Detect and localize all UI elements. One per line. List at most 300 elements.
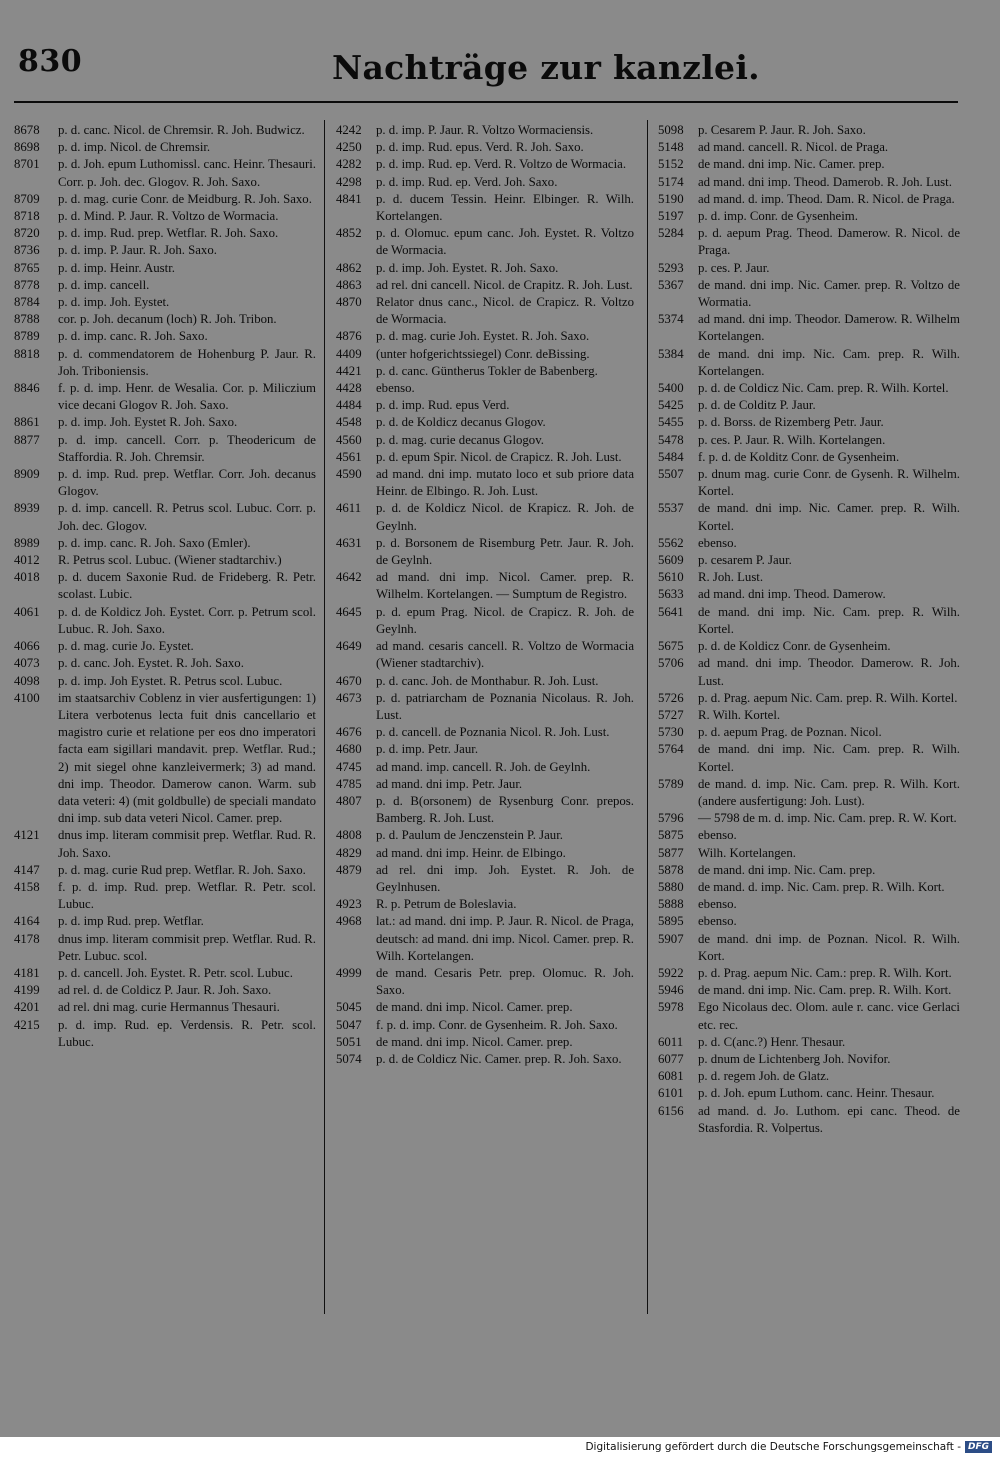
register-entry bbox=[658, 260, 960, 277]
register-entry bbox=[14, 673, 316, 690]
entry-text: ad mand. dni imp. Theod. Damerow. bbox=[698, 587, 886, 602]
register-entry bbox=[14, 552, 316, 569]
register-entry bbox=[14, 1017, 316, 1051]
entry-text: p. cesarem P. Jaur. bbox=[698, 553, 792, 568]
entry-number: 6077 bbox=[658, 1051, 684, 1066]
entry-number: 5455 bbox=[658, 415, 684, 430]
entry-number: 4250 bbox=[336, 140, 362, 155]
entry-text: p. d. canc. Joh. de Monthabur. R. Joh. Lust. bbox=[376, 673, 599, 688]
entry-text: ad mand. imp. cancell. R. Joh. de Geylnh. bbox=[376, 759, 591, 774]
register-entry bbox=[14, 862, 316, 879]
register-entry bbox=[658, 724, 960, 741]
register-entry bbox=[14, 122, 316, 139]
entry-number: 5047 bbox=[336, 1017, 362, 1032]
entry-number: 8736 bbox=[14, 243, 40, 258]
entry-number: 4645 bbox=[336, 604, 362, 619]
entry-text: Relator dnus canc., Nicol. de Crapicz. R. Voltzo de Wormacia. bbox=[376, 295, 634, 327]
entry-text: f. p. d. imp. Conr. de Gysenheim. R. Joh. Saxo. bbox=[376, 1017, 618, 1032]
register-entry bbox=[336, 845, 634, 862]
entry-number: 5400 bbox=[658, 381, 684, 396]
entry-text: ebenso. bbox=[376, 381, 415, 396]
register-entry bbox=[336, 569, 634, 603]
entry-text: p. d. canc. Nicol. de Chremsir. R. Joh. Budwicz. bbox=[58, 123, 305, 137]
entry-text: p. d. cancell. de Poznania Nicol. R. Joh. Lust. bbox=[376, 725, 610, 740]
register-entry bbox=[336, 862, 634, 896]
entry-text: p. d. Olomuc. epum canc. Joh. Eystet. R. Voltzo de Wormacia. bbox=[376, 226, 634, 258]
entry-number: 5978 bbox=[658, 1000, 684, 1015]
entry-number: 4642 bbox=[336, 570, 362, 585]
register-entry bbox=[14, 879, 316, 913]
register-entry bbox=[658, 776, 960, 810]
register-entry bbox=[658, 535, 960, 552]
entry-text: p. d. mag. curie decanus Glogov. bbox=[376, 432, 544, 447]
register-entry bbox=[658, 311, 960, 345]
register-entry bbox=[658, 655, 960, 689]
register-entry bbox=[658, 569, 960, 586]
register-entry bbox=[658, 827, 960, 844]
register-entry bbox=[14, 535, 316, 552]
register-entry bbox=[336, 690, 634, 724]
entry-number: 4282 bbox=[336, 157, 362, 172]
entry-text: p. d. Prag. aepum Nic. Cam. prep. R. Wilh. Kortel. bbox=[698, 690, 958, 705]
entry-text: p. d. de Koldicz Nicol. de Krapicz. R. Joh. de Geylnh. bbox=[376, 501, 634, 533]
register-entry bbox=[14, 913, 316, 930]
column-divider bbox=[647, 120, 648, 1314]
entry-text: R. p. Petrum de Boleslavia. bbox=[376, 897, 517, 912]
register-entry bbox=[336, 139, 634, 156]
entry-text: p. d. Paulum de Jenczenstein P. Jaur. bbox=[376, 828, 563, 843]
entry-number: 8720 bbox=[14, 226, 40, 241]
register-entry bbox=[336, 294, 634, 328]
entry-text: p. d. Prag. aepum Nic. Cam.: prep. R. Wilh. Kort. bbox=[698, 965, 952, 980]
register-entry bbox=[14, 242, 316, 259]
entry-number: 5367 bbox=[658, 277, 684, 292]
entry-text: p. d. imp. canc. R. Joh. Saxo (Emler). bbox=[58, 535, 251, 550]
entry-text: p. d. Joh. epum Luthomissl. canc. Heinr. Thesauri. Corr. p. Joh. dec. Glogov. R. Joh. Saxo. bbox=[58, 157, 316, 189]
entry-text: p. d. epum Prag. Nicol. de Crapicz. R. Joh. de Geylnh. bbox=[376, 604, 634, 636]
entry-number: 4923 bbox=[336, 897, 362, 912]
register-entry bbox=[336, 913, 634, 965]
entry-text: p. d. ducem Tessin. Heinr. Elbinger. R. Wilh. Kortelangen. bbox=[376, 191, 634, 224]
entry-number: 8818 bbox=[14, 346, 40, 361]
register-entry bbox=[14, 569, 316, 603]
entry-number: 6081 bbox=[658, 1069, 684, 1084]
entry-number: 5425 bbox=[658, 398, 684, 413]
entry-number: 4680 bbox=[336, 742, 362, 757]
entry-number: 5609 bbox=[658, 553, 684, 568]
entry-number: 8788 bbox=[14, 312, 40, 327]
entry-text: p. dnum mag. curie Conr. de Gysenh. R. Wilhelm. Kortel. bbox=[698, 467, 960, 499]
register-entry bbox=[336, 604, 634, 638]
register-entry bbox=[658, 707, 960, 724]
entry-number: 4561 bbox=[336, 449, 362, 464]
entry-text: ad mand. dni imp. Nicol. Camer. prep. R. Wilhelm. Kortelangen. — Sumptum de Registro. bbox=[376, 570, 634, 602]
entry-number: 5197 bbox=[658, 209, 684, 224]
register-entry bbox=[14, 965, 316, 982]
entry-text: ad mand. dni imp. mutato loco et sub priore data Heinr. de Elbingo. R. Joh. Lust. bbox=[376, 467, 634, 499]
entry-text: p. d. de Koldicz Joh. Eystet. Corr. p. Petrum scol. Lubuc. R. Joh. Saxo. bbox=[58, 604, 316, 636]
entry-number: 5895 bbox=[658, 914, 684, 929]
entry-text: p. d. imp. Petr. Jaur. bbox=[376, 742, 479, 757]
register-entry bbox=[658, 586, 960, 603]
entry-text: p. d. commendatorem de Hohenburg P. Jaur. R. Joh. Triboniensis. bbox=[58, 346, 316, 378]
entry-number: 5764 bbox=[658, 742, 684, 757]
entry-number: 4879 bbox=[336, 862, 362, 877]
register-entry bbox=[658, 432, 960, 449]
entry-number: 6101 bbox=[658, 1086, 684, 1101]
entry-text: de mand. dni imp. Nic. Cam. prep. R. Wilh. Kortelangen. bbox=[698, 346, 960, 378]
entry-text: p. ces. P. Jaur. R. Wilh. Kortelangen. bbox=[698, 432, 886, 447]
register-entry bbox=[658, 913, 960, 930]
entry-number: 4298 bbox=[336, 174, 362, 189]
entry-text: cor. p. Joh. decanum (loch) R. Joh. Tribon. bbox=[58, 312, 277, 327]
entry-number: 5051 bbox=[336, 1034, 362, 1049]
entry-text: p. d. de Coldicz Nic. Camer. prep. R. Joh. Saxo. bbox=[376, 1051, 622, 1066]
register-entry bbox=[14, 277, 316, 294]
entry-text: de mand. dni imp. Nicol. Camer. prep. bbox=[376, 1034, 573, 1049]
entry-text: ad mand. dni imp. Theodor. Damerow. R. Wilhelm Kortelangen. bbox=[698, 312, 960, 344]
header-rule bbox=[14, 101, 958, 103]
register-entry bbox=[658, 896, 960, 913]
register-entry bbox=[658, 1068, 960, 1085]
entry-text: p. ces. P. Jaur. bbox=[698, 260, 770, 275]
entry-text: p. d. imp. Nicol. de Chremsir. bbox=[58, 140, 211, 155]
register-entry bbox=[336, 380, 634, 397]
entry-number: 4870 bbox=[336, 295, 362, 310]
register-entry bbox=[336, 466, 634, 500]
entry-text: p. d. imp. cancell. Corr. p. Theodericum de Staffordia. R. Joh. Chremsir. bbox=[58, 432, 316, 464]
entry-text: ebenso. bbox=[698, 914, 737, 929]
entry-number: 4670 bbox=[336, 673, 362, 688]
entry-text: p. d. imp. cancell. R. Petrus scol. Lubuc. Corr. p. Joh. dec. Glogov. bbox=[58, 501, 316, 533]
register-entry bbox=[658, 1034, 960, 1051]
register-entry bbox=[336, 759, 634, 776]
register-entry bbox=[336, 1034, 634, 1051]
entry-number: 4807 bbox=[336, 793, 362, 808]
entry-text: p. d. patriarcham de Poznania Nicolaus. R. Joh. Lust. bbox=[376, 690, 634, 722]
entry-text: p. d. imp. canc. R. Joh. Saxo. bbox=[58, 329, 208, 344]
entry-text: de mand. dni imp. Nic. Cam. prep. bbox=[698, 862, 876, 877]
entry-text: ad rel. dni cancell. Nicol. de Crapitz. R. Joh. Lust. bbox=[376, 277, 633, 292]
register-entry bbox=[658, 466, 960, 500]
register-entry bbox=[336, 363, 634, 380]
register-entry bbox=[14, 931, 316, 965]
register-entry bbox=[658, 156, 960, 173]
column-2 bbox=[336, 122, 634, 1314]
register-entry bbox=[336, 965, 634, 999]
entry-text: ebenso. bbox=[698, 535, 737, 550]
entry-number: 4876 bbox=[336, 329, 362, 344]
entry-text: p. d. mag. curie Rud prep. Wetflar. R. Joh. Saxo. bbox=[58, 862, 306, 877]
entry-text: p. d. imp. Rud. ep. Verd. Joh. Saxo. bbox=[376, 174, 558, 189]
entry-number: 5880 bbox=[658, 879, 684, 894]
entry-number: 4631 bbox=[336, 535, 362, 550]
entry-text: ad rel. dni imp. Joh. Eystet. R. Joh. de Geylnhusen. bbox=[376, 862, 634, 894]
register-entry bbox=[336, 673, 634, 690]
register-entry bbox=[14, 346, 316, 380]
entry-number: 5384 bbox=[658, 346, 684, 361]
entry-number: 4121 bbox=[14, 828, 40, 843]
entry-text: p. d. imp. P. Jaur. R. Voltzo Wormaciensis. bbox=[376, 123, 594, 137]
entry-number: 5098 bbox=[658, 123, 684, 137]
entry-text: f. p. d. imp. Rud. prep. Wetflar. R. Petr. scol. Lubuc. bbox=[58, 879, 316, 912]
register-entry bbox=[336, 277, 634, 294]
entry-number: 4999 bbox=[336, 965, 362, 980]
entry-text: — 5798 de m. d. imp. Nic. Cam. prep. R. W. Kort. bbox=[698, 811, 957, 826]
entry-text: Wilh. Kortelangen. bbox=[698, 845, 796, 860]
entry-text: p. d. regem Joh. de Glatz. bbox=[698, 1069, 830, 1084]
entry-number: 5152 bbox=[658, 157, 684, 172]
entry-number: 4863 bbox=[336, 277, 362, 292]
entry-text: p. d. imp. Joh. Eystet R. Joh. Saxo. bbox=[58, 415, 238, 430]
entry-number: 4242 bbox=[336, 123, 362, 137]
footer-text: Digitalisierung gefördert durch die Deutsche Forschungsgemeinschaft - bbox=[585, 1441, 961, 1453]
entry-number: 6011 bbox=[658, 1034, 684, 1049]
entry-number: 4808 bbox=[336, 828, 362, 843]
entry-text: p. d. de Koldicz Conr. de Gysenheim. bbox=[698, 639, 891, 654]
entry-text: p. d. Borsonem de Risemburg Petr. Jaur. R. Joh. de Geylnh. bbox=[376, 535, 634, 568]
entry-number: 5789 bbox=[658, 776, 684, 791]
entry-number: 8909 bbox=[14, 467, 40, 482]
register-entry bbox=[336, 793, 634, 827]
entry-text: ad mand. dni imp. Theodor. Damerow. R. Joh. Lust. bbox=[698, 656, 960, 688]
entry-number: 5562 bbox=[658, 535, 684, 550]
entry-number: 8784 bbox=[14, 295, 40, 310]
register-entry bbox=[336, 122, 634, 139]
entry-text: p. d. canc. Joh. Eystet. R. Joh. Saxo. bbox=[58, 656, 244, 671]
entry-text: ad mand. cesaris cancell. R. Voltzo de Wormacia (Wiener stadtarchiv). bbox=[376, 639, 634, 671]
register-entry bbox=[336, 500, 634, 534]
register-entry bbox=[658, 346, 960, 380]
entry-number: 4673 bbox=[336, 690, 362, 705]
register-entry bbox=[658, 931, 960, 965]
register-entry bbox=[336, 535, 634, 569]
entry-text: de mand. dni imp. de Poznan. Nicol. R. Wilh. Kort. bbox=[698, 931, 960, 963]
register-entry bbox=[658, 122, 960, 139]
register-entry bbox=[336, 346, 634, 363]
entry-text: dnus imp. literam commisit prep. Wetflar. Rud. R. Joh. Saxo. bbox=[58, 828, 316, 860]
register-entry bbox=[658, 380, 960, 397]
register-entry bbox=[14, 999, 316, 1016]
entry-number: 4560 bbox=[336, 432, 362, 447]
entry-number: 4073 bbox=[14, 656, 40, 671]
page-number: 830 bbox=[18, 44, 83, 79]
register-entry bbox=[658, 449, 960, 466]
entry-text: p. d. aepum Prag. de Poznan. Nicol. bbox=[698, 725, 882, 740]
entry-number: 4100 bbox=[14, 690, 40, 705]
entry-text: p. d. imp. Rud. ep. Verdensis. R. Petr. scol. Lubuc. bbox=[58, 1017, 316, 1049]
entry-text: p. d. imp. Joh. Eystet. bbox=[58, 295, 170, 310]
register-entry bbox=[14, 156, 316, 190]
register-entry bbox=[14, 604, 316, 638]
register-entry bbox=[336, 1051, 634, 1068]
entry-number: 8861 bbox=[14, 415, 40, 430]
register-entry bbox=[658, 1103, 960, 1137]
entry-number: 5888 bbox=[658, 897, 684, 912]
entry-text: p. d. imp. Rud. prep. Wetflar. R. Joh. Saxo. bbox=[58, 226, 279, 241]
entry-text: ad mand. dni imp. Theod. Damerob. R. Joh. Lust. bbox=[698, 174, 952, 189]
register-entry bbox=[14, 260, 316, 277]
entry-text: R. Wilh. Kortel. bbox=[698, 707, 781, 722]
entry-text: de mand. dni imp. Nic. Cam. prep. R. Wilh. Kortel. bbox=[698, 742, 960, 774]
entry-number: 4181 bbox=[14, 965, 40, 980]
entry-text: de mand. dni imp. Nic. Camer. prep. bbox=[698, 157, 885, 172]
entry-number: 5726 bbox=[658, 690, 684, 705]
entry-number: 4147 bbox=[14, 862, 40, 877]
column-1 bbox=[14, 122, 316, 1314]
register-entry bbox=[336, 225, 634, 259]
register-entry bbox=[14, 500, 316, 534]
entry-number: 5641 bbox=[658, 604, 684, 619]
entry-number: 5878 bbox=[658, 862, 684, 877]
entry-text: R. Petrus scol. Lubuc. (Wiener stadtarchiv.) bbox=[58, 553, 282, 568]
entry-number: 5190 bbox=[658, 191, 684, 206]
register-entry bbox=[14, 827, 316, 861]
column-3 bbox=[658, 122, 960, 1314]
entry-number: 4215 bbox=[14, 1017, 40, 1032]
register-entry bbox=[14, 294, 316, 311]
entry-number: 4098 bbox=[14, 673, 40, 688]
entry-number: 5174 bbox=[658, 174, 684, 189]
register-entry bbox=[336, 174, 634, 191]
entry-number: 5074 bbox=[336, 1051, 362, 1066]
entry-number: 4745 bbox=[336, 759, 362, 774]
entry-text: de mand. d. imp. Nic. Cam. prep. R. Wilh. Kort. (andere ausfertigung: Joh. Lust). bbox=[698, 776, 960, 808]
entry-number: 5610 bbox=[658, 570, 684, 585]
entry-text: p. d. canc. Güntherus Tokler de Babenberg. bbox=[376, 363, 598, 378]
entry-number: 8718 bbox=[14, 209, 40, 224]
entry-number: 5922 bbox=[658, 965, 684, 980]
entry-number: 4611 bbox=[336, 501, 362, 516]
entry-text: de mand. dni imp. Nic. Camer. prep. R. Wilh. Kortel. bbox=[698, 501, 960, 533]
entry-number: 8765 bbox=[14, 260, 40, 275]
register-entry bbox=[658, 191, 960, 208]
register-entry bbox=[336, 776, 634, 793]
entry-text: p. d. imp. Joh Eystet. R. Petrus scol. Lubuc. bbox=[58, 673, 283, 688]
entry-text: p. d. imp. Rud. epus Verd. bbox=[376, 398, 510, 413]
entry-text: ad mand. dni imp. Heinr. de Elbingo. bbox=[376, 845, 566, 860]
entry-text: p. d. de Koldicz decanus Glogov. bbox=[376, 415, 546, 430]
entry-text: de mand. Cesaris Petr. prep. Olomuc. R. Joh. Saxo. bbox=[376, 965, 634, 998]
dfg-logo: DFG bbox=[965, 1441, 992, 1453]
entry-number: 5877 bbox=[658, 845, 684, 860]
entry-number: 5730 bbox=[658, 725, 684, 740]
register-entry bbox=[336, 638, 634, 672]
entry-text: (unter hofgerichtssiegel) Conr. deBissing. bbox=[376, 346, 590, 361]
entry-text: p. d. de Colditz P. Jaur. bbox=[698, 398, 816, 413]
register-entry bbox=[14, 432, 316, 466]
entry-text: p. d. ducem Saxonie Rud. de Frideberg. R. Petr. scolast. Lubic. bbox=[58, 570, 316, 602]
entry-number: 4428 bbox=[336, 381, 362, 396]
entry-number: 8789 bbox=[14, 329, 40, 344]
register-entry bbox=[658, 638, 960, 655]
entry-number: 4590 bbox=[336, 467, 362, 482]
entry-text: Ego Nicolaus dec. Olom. aule r. canc. vice Gerlaci etc. rec. bbox=[698, 1000, 960, 1032]
register-entry bbox=[336, 896, 634, 913]
entry-number: 4178 bbox=[14, 931, 40, 946]
entry-text: p. d. Borss. de Rizemberg Petr. Jaur. bbox=[698, 415, 884, 430]
entry-text: p. d. imp. Rud. ep. Verd. R. Voltzo de Wormacia. bbox=[376, 157, 627, 172]
entry-text: f. p. d. de Kolditz Conr. de Gysenheim. bbox=[698, 449, 900, 464]
entry-number: 5284 bbox=[658, 226, 684, 241]
entry-number: 4066 bbox=[14, 639, 40, 654]
register-entry bbox=[14, 655, 316, 672]
entry-text: p. d. imp. cancell. bbox=[58, 277, 150, 292]
register-entry bbox=[336, 741, 634, 758]
register-entry bbox=[14, 690, 316, 828]
entry-text: p. d. imp. P. Jaur. R. Joh. Saxo. bbox=[58, 243, 217, 258]
entry-number: 4852 bbox=[336, 226, 362, 241]
register-entry bbox=[14, 311, 316, 328]
register-entry bbox=[658, 1051, 960, 1068]
entry-text: f. p. d. imp. Henr. de Wesalia. Cor. p. Miliczium vice decani Glogov R. Joh. Saxo. bbox=[58, 381, 316, 413]
register-entry bbox=[14, 139, 316, 156]
entry-text: p. d. mag. curie Conr. de Meidburg. R. Joh. Saxo. bbox=[58, 191, 312, 206]
entry-number: 4018 bbox=[14, 570, 40, 585]
entry-number: 4484 bbox=[336, 398, 362, 413]
entry-text: p. d. imp. Rud. prep. Wetflar. Corr. Joh. decanus Glogov. bbox=[58, 467, 316, 499]
entry-number: 4649 bbox=[336, 639, 362, 654]
entry-text: de mand. dni imp. Nic. Camer. prep. R. Voltzo de Wormatia. bbox=[698, 277, 960, 310]
register-entry bbox=[336, 414, 634, 431]
register-entry bbox=[658, 552, 960, 569]
register-entry bbox=[658, 862, 960, 879]
entry-text: lat.: ad mand. dni imp. P. Jaur. R. Nicol. de Praga, deutsch: ad mand. dni imp. Nicol. Camer. prep. R. Wilh. Kortelangen. bbox=[376, 914, 634, 963]
entry-number: 5675 bbox=[658, 639, 684, 654]
page-title: Nachträge zur kanzlei. bbox=[332, 48, 760, 87]
entry-text: ad mand. dni imp. Petr. Jaur. bbox=[376, 776, 523, 791]
register-entry bbox=[658, 965, 960, 982]
register-entry bbox=[336, 724, 634, 741]
register-entry bbox=[14, 414, 316, 431]
entry-text: p. dnum de Lichtenberg Joh. Novifor. bbox=[698, 1051, 891, 1066]
entry-text: p. d. Joh. epum Luthom. canc. Heinr. Thesaur. bbox=[698, 1086, 935, 1101]
entry-text: p. d. mag. curie Joh. Eystet. R. Joh. Saxo. bbox=[376, 329, 590, 344]
entry-number: 5946 bbox=[658, 983, 684, 998]
register-entry bbox=[658, 225, 960, 259]
entry-number: 4862 bbox=[336, 260, 362, 275]
entry-number: 5796 bbox=[658, 811, 684, 826]
entry-text: ad mand. d. Jo. Luthom. epi canc. Theod. de Stasfordia. R. Volpertus. bbox=[698, 1103, 960, 1135]
entry-text: p. d. C(anc.?) Henr. Thesaur. bbox=[698, 1034, 846, 1049]
entry-text: p. d. Mind. P. Jaur. R. Voltzo de Wormacia. bbox=[58, 209, 279, 224]
entry-number: 4164 bbox=[14, 914, 40, 929]
register-entry bbox=[658, 174, 960, 191]
register-entry bbox=[658, 879, 960, 896]
register-entry bbox=[336, 397, 634, 414]
entry-number: 4968 bbox=[336, 914, 362, 929]
entry-text: de mand. dni imp. Nicol. Camer. prep. bbox=[376, 1000, 573, 1015]
entry-number: 5727 bbox=[658, 707, 684, 722]
register-entry bbox=[658, 982, 960, 999]
register-entry bbox=[658, 397, 960, 414]
register-entry bbox=[658, 999, 960, 1033]
register-entry bbox=[14, 638, 316, 655]
entry-text: ad rel. d. de Coldicz P. Jaur. R. Joh. Saxo. bbox=[58, 983, 272, 998]
register-entry bbox=[14, 982, 316, 999]
entry-number: 5293 bbox=[658, 260, 684, 275]
register-entry bbox=[658, 1085, 960, 1102]
entry-number: 8989 bbox=[14, 535, 40, 550]
entry-text: p. d. B(orsonem) de Rysenburg Conr. prepos. Bamberg. R. Joh. Lust. bbox=[376, 793, 634, 826]
entry-text: p. d. mag. curie Jo. Eystet. bbox=[58, 639, 194, 654]
entry-text: dnus imp. literam commisit prep. Wetflar. Rud. R. Petr. Lubuc. scol. bbox=[58, 931, 316, 963]
entry-number: 8877 bbox=[14, 432, 40, 447]
entry-number: 8778 bbox=[14, 277, 40, 292]
entry-text: ebenso. bbox=[698, 828, 737, 843]
entry-number: 8846 bbox=[14, 381, 40, 396]
entry-number: 4548 bbox=[336, 415, 362, 430]
